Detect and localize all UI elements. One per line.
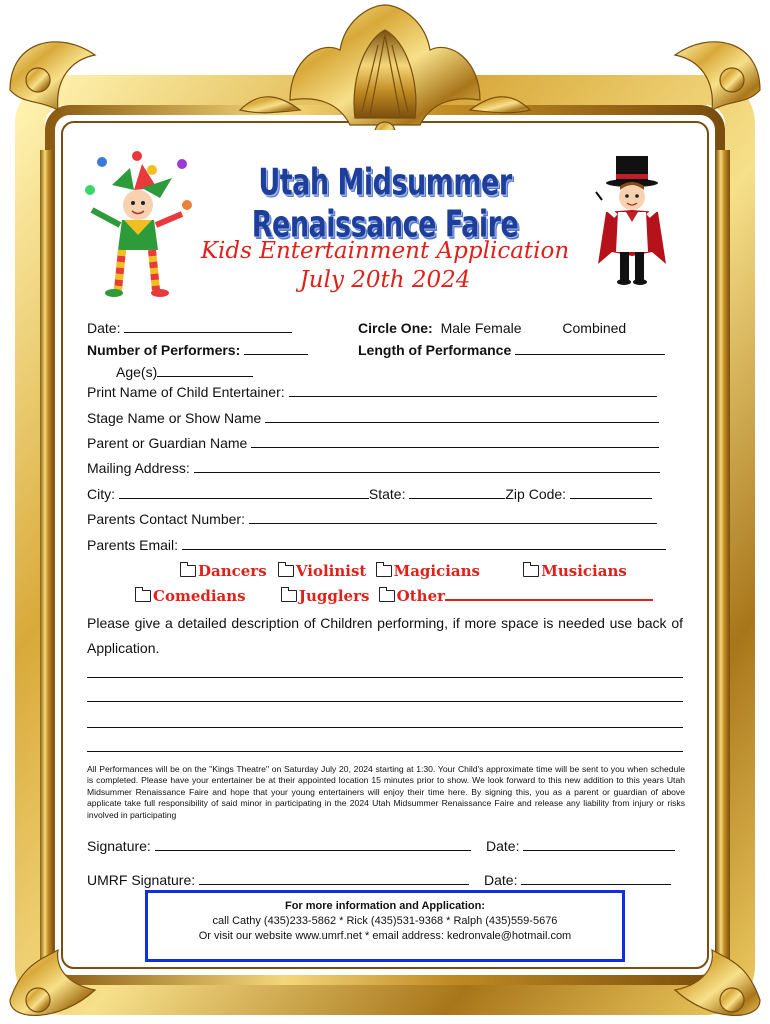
contact-info-box [145, 890, 625, 962]
date-field[interactable] [124, 320, 292, 333]
mailing-row [87, 460, 660, 476]
length-field[interactable] [515, 342, 665, 355]
description-prompt: Please give a detailed description of Children performing, if more space is needed use back of Application. [87, 615, 683, 656]
email-row [87, 537, 666, 553]
ages-label: Age(s) [116, 364, 158, 380]
other-option[interactable]: Other [379, 587, 653, 605]
magician-illustration [592, 152, 672, 287]
signature-date-label: Date: [486, 838, 520, 854]
stage-name-field[interactable] [265, 410, 659, 423]
contact-field[interactable] [249, 511, 657, 524]
signature-date-field[interactable] [523, 838, 675, 851]
magicians-option[interactable]: Magicians [376, 562, 480, 580]
umrf-date-row [484, 872, 671, 888]
umrf-signature-label: UMRF Signature: [87, 872, 196, 888]
mailing-field[interactable] [194, 460, 660, 473]
violinist-option[interactable]: Violinist [278, 562, 366, 580]
description-line-1[interactable] [87, 677, 683, 678]
folder-checkbox-icon[interactable] [379, 590, 395, 602]
info-heading: For more information and Application: [284, 900, 486, 912]
umrf-signature-row [87, 872, 469, 888]
contact-row [87, 511, 657, 527]
folder-checkbox-icon[interactable] [135, 590, 151, 602]
city-label: City: [87, 486, 115, 502]
folder-checkbox-icon[interactable] [278, 565, 294, 577]
application-subtitle [170, 237, 600, 295]
description-line-4[interactable] [87, 751, 683, 752]
subtitle-line-1: Kids Entertainment Application [200, 238, 570, 264]
date-row [87, 320, 292, 336]
faire-title: Utah Midsummer Renaissance Faire [251, 162, 519, 246]
subtitle-line-2: July 20th 2024 [299, 267, 471, 293]
folder-checkbox-icon[interactable] [523, 565, 539, 577]
umrf-signature-field[interactable] [199, 872, 469, 885]
signature-row [87, 838, 471, 854]
date-label: Date: [87, 320, 121, 336]
signature-label: Signature: [87, 838, 151, 854]
gender-options[interactable]: Male Female [440, 320, 522, 336]
print-name-field[interactable] [289, 384, 657, 397]
info-website: Or visit our website www.umrf.net * email address: kedronvale@hotmail.com [198, 930, 572, 942]
ages-field[interactable] [157, 364, 253, 377]
jugglers-option[interactable]: Jugglers [281, 587, 370, 605]
state-label: State: [368, 486, 406, 502]
email-field[interactable] [182, 537, 666, 550]
stage-name-row [87, 410, 659, 426]
terms-fine-print: All Performances will be on the "Kings Theatre" on Saturday July 20, 2024 starting at 1:30. Your Child's approximate time will be sent to you when schedule is completed. Please have your entertainer be at their appointed location 15 minutes prior to show. We look forward to this new addition to this years Utah Midsummer Renaissance Faire and hope that your young entertainers will enjoy their time here. By signing this, you as a parent or guardian of above applicate take full responsibility of said minor in participating in the 2024 Utah Midsummer Renaissance Faire and release any liability from injury or risks involved in participating [87, 764, 685, 820]
guardian-row [87, 435, 659, 451]
umrf-date-field[interactable] [521, 872, 671, 885]
city-state-zip-row [87, 486, 652, 502]
city-field[interactable] [119, 486, 369, 499]
info-contacts: call Cathy (435)233-5862 * Rick (435)531-9368 * Ralph (435)559-5676 [212, 915, 558, 927]
guardian-label: Parent or Guardian Name [87, 435, 248, 451]
print-name-label: Print Name of Child Entertainer: [87, 384, 285, 400]
performers-row [87, 342, 308, 358]
description-line-2[interactable] [87, 701, 683, 702]
circle-one-label: Circle One: [358, 320, 433, 336]
ages-row [116, 364, 253, 380]
state-field[interactable] [409, 486, 505, 499]
umrf-date-label: Date: [484, 872, 518, 888]
signature-field[interactable] [155, 838, 471, 851]
length-row [358, 342, 665, 358]
num-performers-field[interactable] [244, 342, 308, 355]
combined-option[interactable]: Combined [562, 320, 627, 336]
contact-label: Parents Contact Number: [87, 511, 245, 527]
dancers-option[interactable]: Dancers [180, 562, 267, 580]
category-row-2 [135, 587, 653, 605]
musicians-option[interactable]: Musicians [523, 562, 627, 580]
other-field[interactable] [445, 587, 653, 601]
stage-name-label: Stage Name or Show Name [87, 410, 262, 426]
num-performers-label: Number of Performers: [87, 342, 241, 358]
folder-checkbox-icon[interactable] [281, 590, 297, 602]
category-row-1 [180, 562, 627, 580]
zip-label: Zip Code: [505, 486, 567, 502]
print-name-row [87, 384, 657, 400]
folder-checkbox-icon[interactable] [376, 565, 392, 577]
length-label: Length of Performance [358, 342, 512, 358]
signature-date-row [486, 838, 675, 854]
circle-one-row [358, 320, 626, 336]
guardian-field[interactable] [251, 435, 659, 448]
folder-checkbox-icon[interactable] [180, 565, 196, 577]
zip-field[interactable] [570, 486, 652, 499]
comedians-option[interactable]: Comedians [135, 587, 246, 605]
email-label: Parents Email: [87, 537, 179, 553]
mailing-label: Mailing Address: [87, 460, 190, 476]
description-line-3[interactable] [87, 727, 683, 728]
